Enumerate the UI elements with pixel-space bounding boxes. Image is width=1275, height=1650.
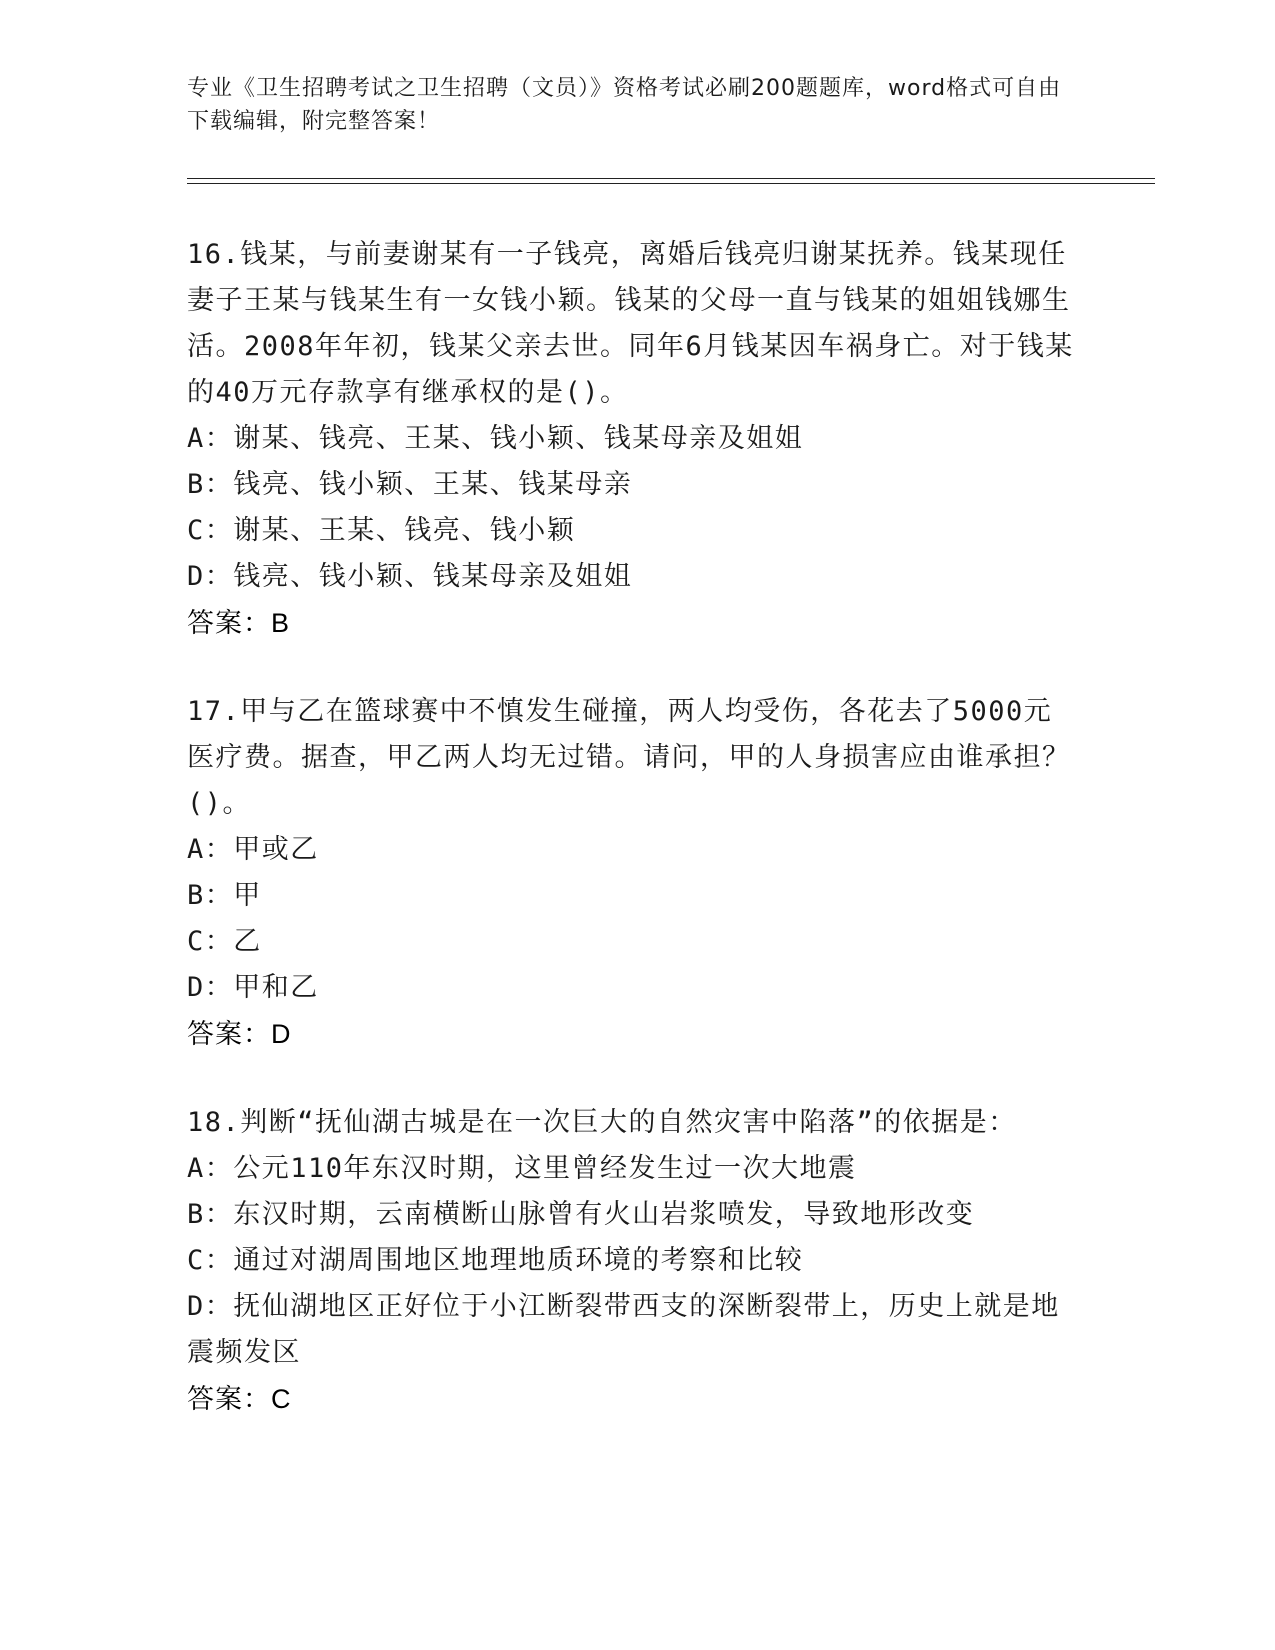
option-d: D：钱亮、钱小颖、钱某母亲及姐姐 [187,561,633,592]
option-b: B：东汉时期，云南横断山脉曾有火山岩浆喷发，导致地形改变 [187,1199,975,1230]
header-divider-top [187,178,1155,179]
option-c: C：谢某、王某、钱亮、钱小颖 [187,515,576,546]
answer-label: 答案：B [187,608,291,638]
header-divider-bottom [187,183,1155,184]
option-a: A：谢某、钱亮、王某、钱小颖、钱某母亲及姐姐 [187,423,804,454]
option-a: A：甲或乙 [187,834,319,865]
option-b: B：甲 [187,880,262,911]
question-list [187,232,1077,1465]
question-text: 16.钱某，与前妻谢某有一子钱亮，离婚后钱亮归谢某抚养。钱某现任妻子王某与钱某生有一女钱小颖。钱某的父母一直与钱某的姐姐钱娜生活。2008年年初，钱某父亲去世。同年6月钱某因车祸身亡。对于钱某的40万元存款享有继承权的是()。 [187,239,1074,408]
option-a: A：公元110年东汉时期，这里曾经发生过一次大地震 [187,1153,857,1184]
question-16 [187,232,1077,646]
answer-label: 答案：C [187,1384,292,1414]
document-header: 专业《卫生招聘考试之卫生招聘（文员）》资格考试必刷200题题库，word格式可自由下载编辑，附完整答案！ [187,76,1062,134]
answer-label: 答案：D [187,1019,292,1049]
option-d: D：抚仙湖地区正好位于小江断裂带西支的深断裂带上，历史上就是地震频发区 [187,1291,1060,1368]
question-17 [187,689,1077,1057]
option-c: C：乙 [187,926,262,957]
option-d: D：甲和乙 [187,972,319,1003]
question-text: 18.判断“抚仙湖古城是在一次巨大的自然灾害中陷落”的依据是： [187,1107,1017,1138]
option-c: C：通过对湖周围地区地理地质环境的考察和比较 [187,1245,804,1276]
question-text: 17.甲与乙在篮球赛中不慎发生碰撞，两人均受伤，各花去了5000元医疗费。据查，甲乙两人均无过错。请问，甲的人身损害应由谁承担？()。 [187,696,1071,819]
question-18 [187,1100,1077,1422]
option-b: B：钱亮、钱小颖、王某、钱某母亲 [187,469,633,500]
